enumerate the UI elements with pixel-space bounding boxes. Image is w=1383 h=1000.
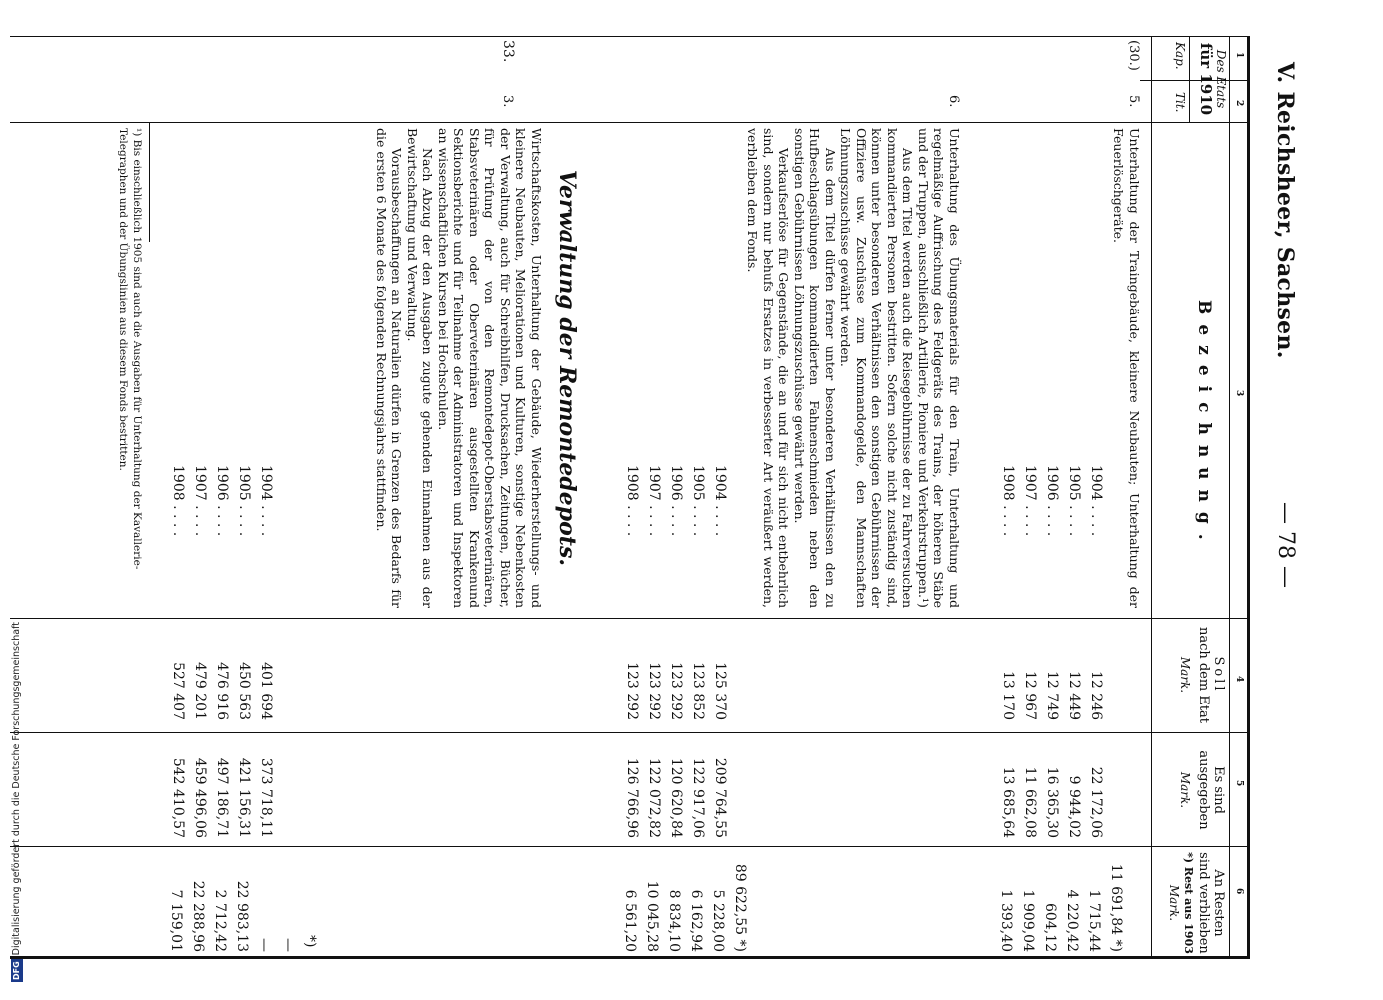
row2-text: Unterhaltung des Übungsmaterials für den Train, Unterhaltung und regelmäßige Auffrischung des Feldgeräts des Trains, der höheren Stäbe und der Truppen, ausschließlich Artillerie, Pioniere und Verkehrstruppen.¹) [916,128,962,608]
soll-value: 450 563 [236,662,252,720]
soll-value: 123 292 [624,662,640,720]
soll-value: 123 292 [668,662,684,720]
rest-value: 89 622,55 *) [732,863,748,952]
soll-value: 13 170 [1000,671,1016,720]
year-label: 1907 . . . . [1022,465,1038,537]
footnote-rule [149,122,150,242]
row3-note: Nach Abzug der den Ausgaben zugute gehenden Einnahmen aus der Bewirtschaftung und Verwaltung. [405,128,436,608]
rest-value: 8 834,10 [666,889,682,952]
ausgegeben-value: 22 172,06 [1088,766,1104,838]
rest-value: 22 983,13 [234,880,250,952]
vrule-col6 [10,846,1250,847]
soll-value: 12 449 [1066,671,1082,720]
year-label: 1907 . . . . [192,465,208,537]
row2-note: Aus dem Titel dürfen ferner unter besonderen Verhältnissen den zu Hufbeschlagsübungen kommandierten Fahnenschmieden neben den sonstigen Gebührnissen Löhnungszuschüsse gewährt werden. [792,128,838,608]
rest-star-marker: *) [302,935,318,948]
year-label: 1906 . . . . [214,465,230,537]
soll-value: 12 749 [1044,671,1060,720]
row3-note: Vorausbeschaffungen an Naturalien dürfen in Grenzen des Bedarfs für die ersten 6 Monate des folgenden Rechnungsjahrs stattfinden. [374,128,405,608]
rest-value: — [256,938,272,952]
header-des-etats: Des Etats für 1910 [1197,42,1228,116]
running-head [1258,62,1298,942]
colnum-rule [1229,36,1230,956]
colnum-3: 3 [1234,390,1244,397]
header-bottom-rule [1151,36,1152,956]
rest-value: 22 288,96 [190,880,206,952]
header-ausgegeben: Es sind ausgegeben Mark. [1178,750,1226,830]
row2-note: Aus dem Titel werden auch die Reisegebührnisse der zu Fahrversuchen kommandierten Personen bestritten. Sofern solche nicht zuständig sind, können unter besonderen Verhältnissen den sonstigen Gebührnissen der Offiziere usw. Zuschüsse zum Kommandogelde, den Mannschaften Löhnungszuschüsse gewährt werden. [838,128,916,608]
kap-tit-rule [1189,36,1190,122]
colnum-4: 4 [1234,676,1244,683]
year-label: 1904 . . . . [1088,465,1104,537]
rest-value: 11 691,84 *) [1108,863,1124,952]
year-label: 1905 . . . . [1066,465,1082,537]
header-tit: Tit. [1173,92,1187,113]
section-title: V. Reichsheer, Sachsen. [1272,62,1298,359]
ausgegeben-value: 459 496,06 [192,757,208,838]
soll-value: 123 292 [646,662,662,720]
row2-tit: 6. [946,95,961,108]
row1-tit: 5. [1126,95,1141,108]
row1-description: Unterhaltung der Traingebäude, kleinere Neubauten; Unterhaltung der Feuerlöschgeräte. [1111,128,1142,608]
colnum-6: 6 [1234,888,1244,895]
row3-tit: 3. [500,95,515,108]
year-label: 1908 . . . . [1000,465,1016,537]
ausgegeben-value: 122 917,06 [690,757,706,838]
year-label: 1904 . . . . [258,465,274,537]
ausgegeben-value: 126 766,96 [624,757,640,838]
vrule-right [10,956,1250,959]
dfg-logo: DFG [12,961,21,980]
year-label: 1905 . . . . [236,465,252,537]
rest-value: 2 712,42 [212,889,228,952]
soll-value: 12 967 [1022,671,1038,720]
header-soll: Soll nach dem Etat Mark. [1178,626,1226,724]
year-label: 1908 . . . . [624,465,640,537]
ausgegeben-value: 542 410,57 [170,757,186,838]
year-label: 1904 . . . . [712,465,728,537]
year-label: 1906 . . . . [1044,465,1060,537]
soll-value: 476 916 [214,662,230,720]
soll-value: 479 201 [192,662,208,720]
header-bezeichnung: Bezeichnung. [1194,300,1214,550]
ausgegeben-value: 497 186,71 [214,757,230,838]
rest-value: 6 561,20 [622,889,638,952]
ausgegeben-value: 421 156,31 [236,757,252,838]
rest-value: 1 909,04 [1020,889,1036,952]
ausgegeben-value: 13 685,64 [1000,766,1016,838]
ausgegeben-value: 120 620,84 [668,757,684,838]
vrule-kap [1140,80,1250,81]
soll-value: 12 246 [1088,671,1104,720]
rest-value: 604,12 [1042,903,1058,952]
row1-kap: (30.) [1126,40,1141,71]
ausgegeben-value: 11 662,08 [1022,766,1038,838]
footnote: ¹) Bis einschließlich 1905 sind auch die Ausgaben für Unterhaltung der Kavallerie-Telegraphen und der Übungslinien aus diesem Fonds bestritten. [117,128,143,570]
rest-value: 1 393,40 [998,889,1014,952]
ausgegeben-value: 16 365,30 [1044,766,1060,838]
colnum-1: 1 [1234,52,1244,59]
year-label: 1908 . . . . [170,465,186,537]
page-number: — 78 — [1273,502,1298,588]
row2-note: Verkaufserlöse für Gegenstände, die an und für sich nicht entbehrlich sind, sondern nur behufs Ersatzes in verbesserter Art veräußert werden, verbleiben dem Fonds. [745,128,792,608]
colnum-5: 5 [1234,780,1244,787]
rest-value: 4 220,42 [1064,889,1080,952]
soll-value: 123 852 [690,662,706,720]
header-resten: An Resten sind verblieben *) Rest aus 1903 Mark. [1167,852,1226,954]
ausgegeben-value: 9 944,02 [1066,775,1082,838]
ausgegeben-value: 209 764,55 [712,757,728,838]
year-label: 1906 . . . . [668,465,684,537]
ausgegeben-value: 122 072,82 [646,757,662,838]
colnum-2: 2 [1234,100,1244,107]
ausgegeben-value: 373 718,11 [258,757,274,838]
rest-value: 7 159,01 [168,889,184,952]
vrule-col5 [10,732,1250,733]
section-heading: Verwaltung der Remontedepots. [554,169,580,567]
rest-value: 1 715,44 [1086,889,1102,952]
vrule-col4 [10,618,1250,619]
header-kap: Kap. [1173,42,1187,70]
credit-text: Digitalisierung gefördert durch die Deutsche Forschungsgemeinschaft [11,622,22,956]
kap-33: 33. [500,40,516,63]
soll-value: 401 694 [258,662,274,720]
vrule-left [10,36,1250,37]
year-label: 1907 . . . . [646,465,662,537]
rest-value: 10 045,28 [644,880,660,952]
rest-value: 5 228,00 [710,889,726,952]
vrule-tit [10,122,1250,123]
row2-description [745,128,962,608]
top-rule [1247,36,1250,956]
rest-value: — [280,938,296,952]
year-label: 1905 . . . . [690,465,706,537]
soll-value: 527 407 [170,662,186,720]
soll-value: 125 370 [712,662,728,720]
row3-text: Wirtschaftskosten, Unterhaltung der Gebäude, Wiederherstellungs- und kleinere Neubauten, Meliorationen und Kulturen, sonstige Nebenkosten der Verwaltung, auch für Schreibhilfen, Drucksachen, Zeitungen, Bücher, für Prüfung der von den Remontedepot-Oberstabsveterinären, Stabsveterinären oder Oberveterinären ausgestellten Krankenund Sektionsberichte und für Teilnahme der Administratoren und Inspektoren an wissenschaftlichen Kursen bei Hochschulen. [436,128,544,608]
row3-description [374,128,545,608]
rest-value: 6 162,94 [688,889,704,952]
